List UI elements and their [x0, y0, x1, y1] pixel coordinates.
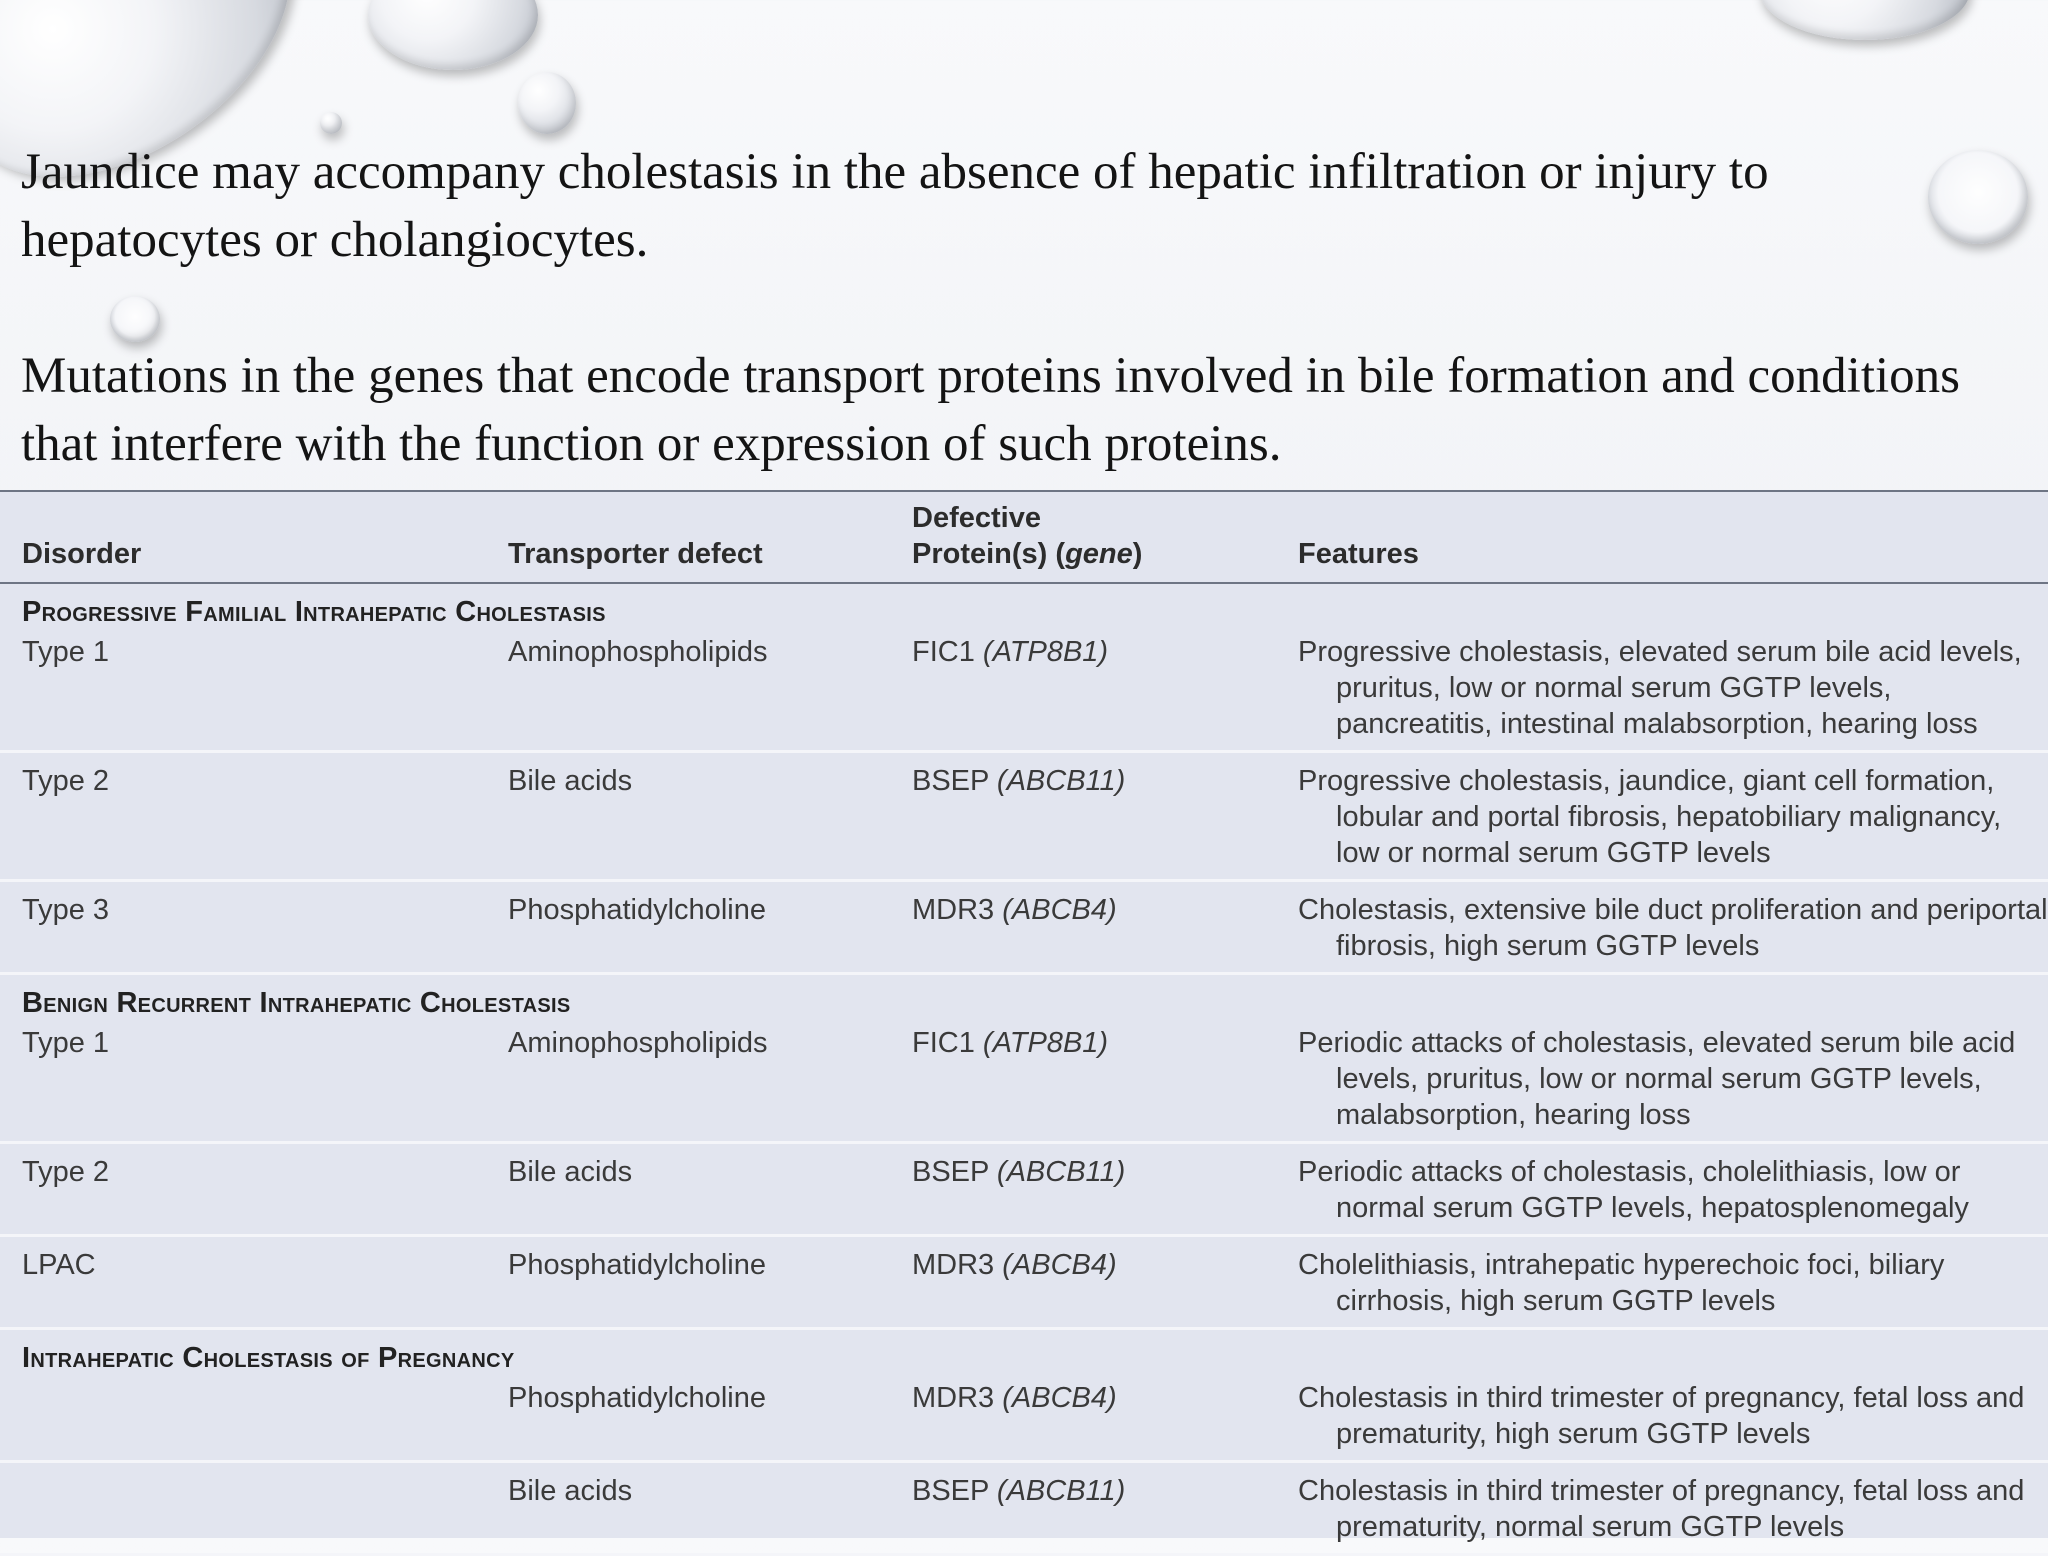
cell-defective-protein — [912, 632, 1298, 752]
protein-name: BSEP — [912, 1475, 989, 1507]
features-text: Cholestasis in third trimester of pregnancy, fetal loss and prematurity, high serum GGTP levels — [1298, 1382, 2025, 1450]
cell-transporter-defect: Phosphatidylcholine — [508, 881, 912, 974]
cell-defective-protein — [912, 1462, 1298, 1555]
table-group-row — [0, 1329, 2048, 1379]
water-drop-decoration — [368, 0, 538, 70]
gene-name: (ATP8B1) — [982, 1027, 1109, 1059]
cell-features — [1298, 632, 2048, 752]
intro-text — [21, 138, 2011, 478]
features-text: Cholestasis in third trimester of pregnancy, fetal loss and prematurity, normal serum GGTP levels — [1298, 1475, 2025, 1543]
protein-name: FIC1 — [912, 636, 975, 668]
cell-features — [1298, 1236, 2048, 1329]
cell-disorder — [0, 1378, 508, 1462]
group-title: Progressive Familial Intrahepatic Cholestasis — [22, 596, 606, 628]
protein-name: BSEP — [912, 1156, 989, 1188]
table-row — [0, 881, 2048, 974]
cell-transporter-defect: Aminophospholipids — [508, 632, 912, 752]
table-row — [0, 1143, 2048, 1236]
protein-name: MDR3 — [912, 894, 995, 926]
cell-transporter-defect: Phosphatidylcholine — [508, 1236, 912, 1329]
water-drop-decoration — [320, 112, 342, 134]
cell-disorder: Type 3 — [0, 881, 508, 974]
protein-name: MDR3 — [912, 1382, 995, 1414]
cell-transporter-defect: Bile acids — [508, 1143, 912, 1236]
cell-defective-protein — [912, 1023, 1298, 1143]
gene-name: (ABCB4) — [1002, 894, 1117, 926]
protein-name: MDR3 — [912, 1249, 995, 1281]
cell-transporter-defect: Bile acids — [508, 1462, 912, 1555]
table-body — [0, 583, 2048, 1555]
cell-features — [1298, 1143, 2048, 1236]
cell-transporter-defect: Bile acids — [508, 752, 912, 881]
cell-features — [1298, 1023, 2048, 1143]
features-text: Periodic attacks of cholestasis, elevated serum bile acid levels, pruritus, low or normal serum GGTP levels, malabsorption, hearing loss — [1298, 1027, 2016, 1131]
water-drop-decoration — [1760, 0, 1970, 40]
cell-disorder: LPAC — [0, 1236, 508, 1329]
cell-transporter-defect: Phosphatidylcholine — [508, 1378, 912, 1462]
cell-features — [1298, 881, 2048, 974]
table-row — [0, 632, 2048, 752]
gene-name: (ABCB11) — [996, 1156, 1126, 1188]
intro-paragraph-2: Mutations in the genes that encode transport proteins involved in bile formation and conditions that interfere with the function or expression of such proteins. — [21, 348, 1961, 472]
header-disorder: Disorder — [0, 492, 508, 583]
protein-name: BSEP — [912, 765, 989, 797]
features-text: Cholelithiasis, intrahepatic hyperechoic foci, biliary cirrhosis, high serum GGTP levels — [1298, 1249, 1945, 1317]
cell-defective-protein — [912, 752, 1298, 881]
cell-defective-protein — [912, 1378, 1298, 1462]
cell-disorder: Type 1 — [0, 1023, 508, 1143]
table-row — [0, 1236, 2048, 1329]
table-row — [0, 1023, 2048, 1143]
features-text: Cholestasis, extensive bile duct proliferation and periportal fibrosis, high serum GGTP levels — [1298, 894, 2048, 962]
cell-features — [1298, 1462, 2048, 1555]
transport-disorders-table-panel — [0, 490, 2048, 1543]
gene-name: (ABCB11) — [996, 1475, 1126, 1507]
table-row — [0, 1462, 2048, 1555]
features-text: Periodic attacks of cholestasis, cholelithiasis, low or normal serum GGTP levels, hepatosplenomegaly — [1298, 1156, 1969, 1224]
group-title: Benign Recurrent Intrahepatic Cholestasis — [22, 987, 571, 1019]
gene-name: (ATP8B1) — [982, 636, 1109, 668]
group-title: Intrahepatic Cholestasis of Pregnancy — [22, 1342, 515, 1374]
header-features: Features — [1298, 492, 2048, 583]
cell-disorder: Type 2 — [0, 752, 508, 881]
cell-disorder: Type 2 — [0, 1143, 508, 1236]
cell-disorder — [0, 1462, 508, 1555]
features-text: Progressive cholestasis, elevated serum bile acid levels, pruritus, low or normal serum GGTP levels, pancreatitis, intestinal malabsorption, hearing loss — [1298, 636, 2022, 740]
gene-name: (ABCB4) — [1002, 1249, 1117, 1281]
intro-paragraph-1: Jaundice may accompany cholestasis in the absence of hepatic infiltration or injury to hepatocytes or cholangiocytes. — [21, 144, 1769, 268]
cell-disorder: Type 1 — [0, 632, 508, 752]
cell-defective-protein — [912, 1143, 1298, 1236]
table-group-row — [0, 583, 2048, 632]
table-row — [0, 1378, 2048, 1462]
gene-name: (ABCB4) — [1002, 1382, 1117, 1414]
cell-defective-protein — [912, 881, 1298, 974]
transport-disorders-table — [0, 492, 2048, 1556]
header-defective-protein: Defective Protein(s) (gene) — [912, 492, 1298, 583]
cell-transporter-defect: Aminophospholipids — [508, 1023, 912, 1143]
table-row — [0, 752, 2048, 881]
table-header-row — [0, 492, 2048, 583]
header-transporter-defect: Transporter defect — [508, 492, 912, 583]
table-group-row — [0, 974, 2048, 1024]
protein-name: FIC1 — [912, 1027, 975, 1059]
cell-features — [1298, 1378, 2048, 1462]
cell-features — [1298, 752, 2048, 881]
features-text: Progressive cholestasis, jaundice, giant cell formation, lobular and portal fibrosis, hepatobiliary malignancy, low or normal serum GGTP levels — [1298, 765, 2002, 869]
water-drop-decoration — [518, 72, 576, 134]
cell-defective-protein — [912, 1236, 1298, 1329]
gene-name: (ABCB11) — [996, 765, 1126, 797]
